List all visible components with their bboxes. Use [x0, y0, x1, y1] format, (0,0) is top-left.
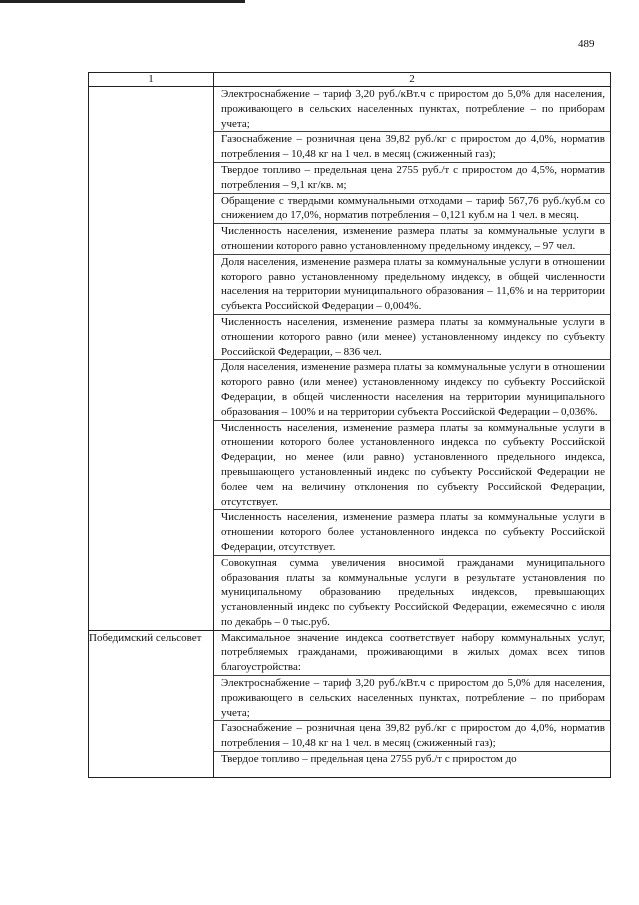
paragraph: Твердое топливо – предельная цена 2755 руб./т с приростом до 4,5%, норматив потребления – 9,1 кг/кв. м;	[214, 163, 610, 194]
document-table	[88, 72, 611, 778]
paragraph: Максимальное значение индекса соответствует набору коммунальных услуг, потребляемых гражданами, проживающими в жилых домах всех типов благоустройства:	[214, 631, 610, 676]
paragraph: Численность населения, изменение размера платы за коммунальные услуги в отношении которого равно установленному предельному индексу, – 97 чел.	[214, 224, 610, 255]
top-rule	[0, 0, 245, 3]
paragraph: Численность населения, изменение размера платы за коммунальные услуги в отношении которого более установленного индекса по субъекту Российской Федерации, отсутствует.	[214, 510, 610, 555]
column-header-1: 1	[89, 73, 214, 87]
row-2-municipality: Победимский сельсовет	[89, 630, 214, 777]
row-1-description	[214, 87, 611, 631]
paragraph: Обращение с твердыми коммунальными отходами – тариф 567,76 руб./куб.м со снижением до 17,0%, норматив потребления – 0,121 куб.м на 1 чел. в месяц.	[214, 194, 610, 225]
table-header-row	[89, 73, 611, 87]
row-2-description	[214, 630, 611, 777]
paragraph: Доля населения, изменение размера платы за коммунальные услуги в отношении которого равно (или менее) установленному индексу по субъекту Российской Федерации, в общей численности населения на территории муниципального образования – 100% и на территории субъекта Российской Федерации – 0,036%.	[214, 360, 610, 420]
paragraph: Газоснабжение – розничная цена 39,82 руб./кг с приростом до 4,0%, норматив потребления – 10,48 кг на 1 чел. в месяц (сжиженный газ);	[214, 132, 610, 163]
paragraph: Численность населения, изменение размера платы за коммунальные услуги в отношении которого более установленного индекса по субъекту Российской Федерации, но менее (или равно) установленного предельного индекса, превышающего установленный индекс по субъекту Российской Федерации не более чем на величину отклонения по субъекту Российской Федерации, отсутствует.	[214, 421, 610, 511]
paragraph: Доля населения, изменение размера платы за коммунальные услуги в отношении которого равно установленному предельному индексу, в общей численности населения на территории муниципального образования – 11,6% и на территории субъекта Российской Федерации – 0,004%.	[214, 255, 610, 315]
row-1-municipality	[89, 87, 214, 631]
table-row	[89, 87, 611, 631]
paragraph: Электроснабжение – тариф 3,20 руб./кВт.ч с приростом до 5,0% для населения, проживающего в сельских населенных пунктах, потребление – по приборам учета;	[214, 676, 610, 721]
paragraph: Электроснабжение – тариф 3,20 руб./кВт.ч с приростом до 5,0% для населения, проживающего в сельских населенных пунктах, потребление – по приборам учета;	[214, 87, 610, 132]
page-number: 489	[578, 38, 595, 50]
table-row	[89, 630, 611, 777]
column-header-2: 2	[214, 73, 611, 87]
paragraph: Газоснабжение – розничная цена 39,82 руб./кг с приростом до 4,0%, норматив потребления – 10,48 кг на 1 чел. в месяц (сжиженный газ);	[214, 721, 610, 752]
paragraph: Совокупная сумма увеличения вносимой гражданами муниципального образования платы за коммунальные услуги в результате установления по муниципальному образованию предельных индексов, превышающих установленный индекс по субъекту Российской Федерации, ежемесячно с июля по декабрь – 0 тыс.руб.	[221, 556, 605, 628]
paragraph: Твердое топливо – предельная цена 2755 руб./т с приростом до	[221, 753, 517, 766]
paragraph: Численность населения, изменение размера платы за коммунальные услуги в отношении которого равно (или менее) установленному индексу по субъекту Российской Федерации, – 836 чел.	[214, 315, 610, 360]
